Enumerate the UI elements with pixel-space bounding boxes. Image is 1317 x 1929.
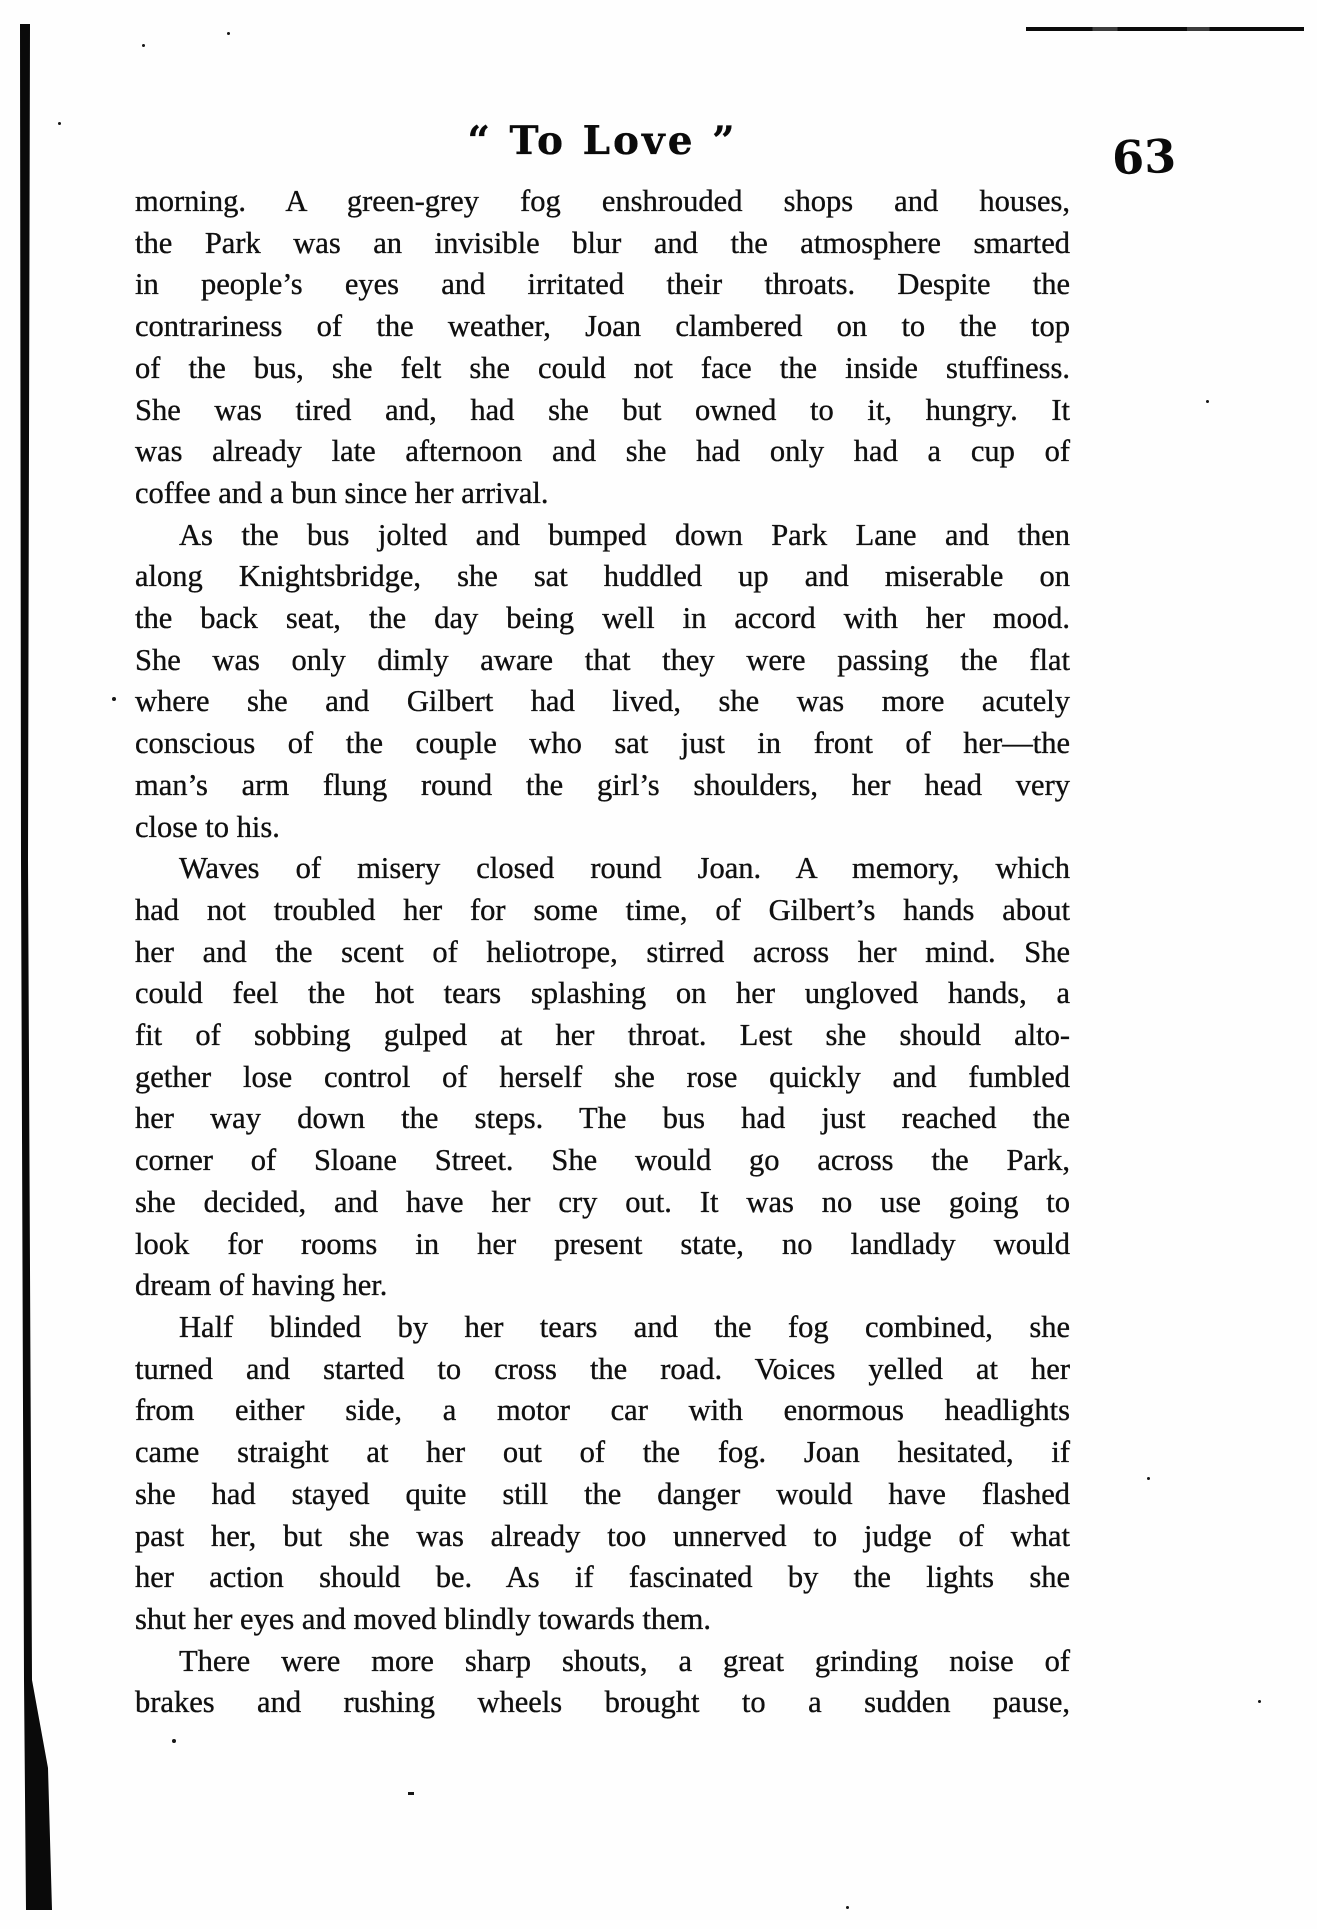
scan-speck: [1258, 1700, 1261, 1703]
text-line: her and the scent of heliotrope, stirred across her mind. She: [135, 934, 1070, 969]
scan-speck: [408, 1792, 414, 1795]
text-line: corner of Sloane Street. She would go across the Park,: [135, 1143, 1070, 1178]
scan-speck: [1147, 1477, 1150, 1480]
text-line: the Park was an invisible blur and the atmosphere smarted: [135, 225, 1070, 260]
text-line: She was tired and, had she but owned to it, hungry. It: [135, 392, 1070, 427]
text-line: gether lose control of herself she rose quickly and fumbled: [135, 1059, 1070, 1094]
text-line: brakes and rushing wheels brought to a sudden pause,: [135, 1685, 1070, 1720]
paragraph: [135, 1641, 1070, 1724]
top-rule: [1026, 27, 1304, 31]
text-line: close to his.: [135, 809, 280, 844]
text-line: came straight at her out of the fog. Joan hesitated, if: [135, 1435, 1070, 1470]
text-line: conscious of the couple who sat just in front of her—the: [135, 726, 1070, 761]
text-line: shut her eyes and moved blindly towards them.: [135, 1601, 712, 1636]
text-line: man’s arm flung round the girl’s shoulders, her head very: [135, 767, 1070, 802]
running-header: [135, 118, 1070, 164]
text-line: where she and Gilbert had lived, she was more acutely: [135, 684, 1070, 719]
page-title: “ To Love ”: [467, 118, 738, 164]
paragraph: [135, 181, 1070, 515]
text-line: Waves of misery closed round Joan. A memory, which: [179, 851, 1070, 886]
scan-speck: [112, 697, 116, 701]
page-number: 63: [1111, 128, 1177, 186]
scan-speck: [1206, 400, 1209, 403]
text-line: Half blinded by her tears and the fog combined, she: [179, 1309, 1070, 1344]
binding-shadow: [0, 0, 60, 1929]
text-line: she had stayed quite still the danger would have flashed: [135, 1476, 1070, 1511]
text-line: turned and started to cross the road. Voices yelled at her: [135, 1351, 1070, 1386]
text-line: in people’s eyes and irritated their throats. Despite the: [135, 267, 1070, 302]
paragraph: [135, 848, 1070, 1307]
text-line: past her, but she was already too unnerved to judge of what: [135, 1518, 1070, 1553]
text-line: was already late afternoon and she had only had a cup of: [135, 434, 1070, 469]
paragraph: [135, 1307, 1070, 1641]
text-line: look for rooms in her present state, no landlady would: [135, 1226, 1070, 1261]
text-line: coffee and a bun since her arrival.: [135, 475, 549, 510]
text-line: had not troubled her for some time, of Gilbert’s hands about: [135, 892, 1070, 927]
scan-speck: [142, 44, 145, 47]
text-line: dream of having her.: [135, 1268, 388, 1303]
paragraph: [135, 515, 1070, 849]
text-line: She was only dimly aware that they were passing the flat: [135, 642, 1070, 677]
text-line: As the bus jolted and bumped down Park Lane and then: [179, 517, 1070, 552]
text-line: from either side, a motor car with enormous headlights: [135, 1393, 1070, 1428]
text-line: morning. A green-grey fog enshrouded shops and houses,: [135, 184, 1070, 218]
text-line: fit of sobbing gulped at her throat. Lest she should alto-: [135, 1018, 1070, 1053]
text-line: along Knightsbridge, she sat huddled up and miserable on: [135, 559, 1070, 594]
text-line: her way down the steps. The bus had just reached the: [135, 1101, 1070, 1136]
scan-speck: [172, 1739, 176, 1743]
scan-speck: [58, 122, 61, 125]
text-line: could feel the hot tears splashing on her ungloved hands, a: [135, 976, 1070, 1011]
text-line: contrariness of the weather, Joan clambered on to the top: [135, 309, 1070, 344]
text-line: There were more sharp shouts, a great grinding noise of: [179, 1643, 1070, 1678]
text-line: of the bus, she felt she could not face the inside stuffiness.: [135, 350, 1070, 385]
body-text: [135, 181, 1070, 1724]
scan-speck: [846, 1906, 849, 1909]
text-line: her action should be. As if fascinated by the lights she: [135, 1560, 1070, 1595]
text-line: the back seat, the day being well in accord with her mood.: [135, 601, 1070, 636]
scan-speck: [227, 32, 230, 35]
text-line: she decided, and have her cry out. It was no use going to: [135, 1184, 1070, 1219]
